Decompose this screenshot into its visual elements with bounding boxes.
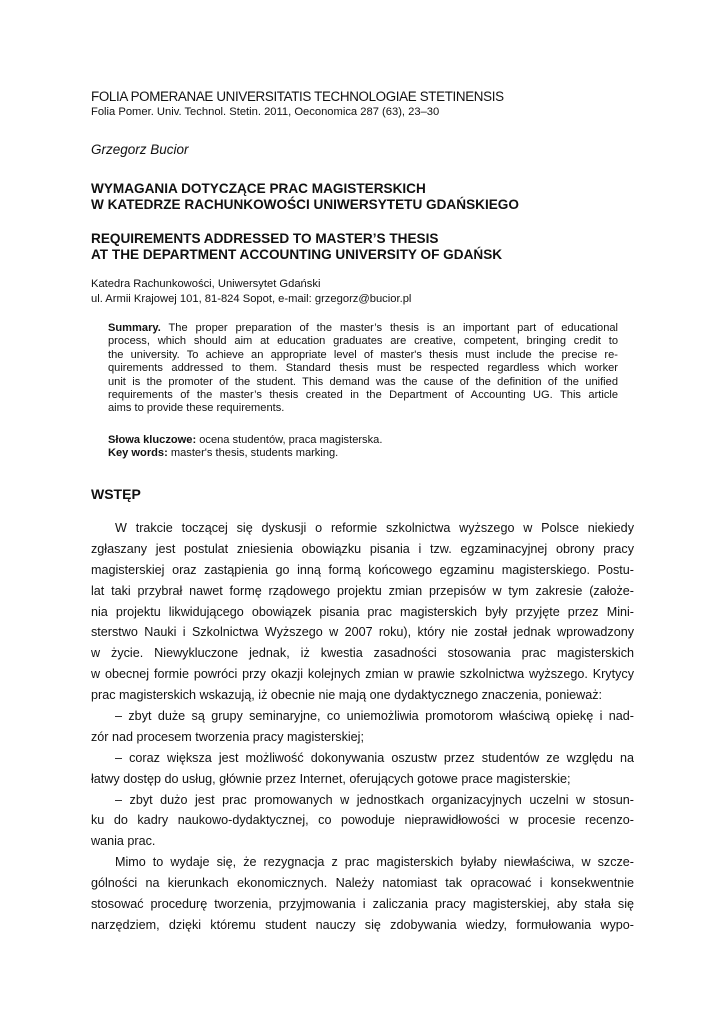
title-polish (91, 181, 519, 213)
summary-line: process, which should aim at education graduates are creative, competent, bringing credit to (108, 335, 618, 348)
title-english (91, 231, 502, 263)
body-text (91, 518, 634, 936)
keywords-polish (108, 434, 382, 447)
summary-line: aims to provide these requirements. (108, 402, 285, 415)
affiliation (91, 277, 411, 306)
keywords-polish-label: Słowa kluczowe: (108, 434, 197, 446)
body-line: zgłaszany jest postulat zniesienia obowiązku pisania i tzw. egzaminacyjnej obrony pracy (91, 541, 634, 556)
keywords-english-label: Key words: (108, 447, 168, 460)
keywords (108, 434, 382, 461)
keywords-polish-text: ocena studentów, praca magisterska. (199, 434, 383, 446)
summary-line (108, 322, 618, 335)
summary-line: the university. To achieve an appropriate level of master's thesis must include the precise re- (108, 348, 618, 361)
body-line: Mimo to wydaje się, że rezygnacja z prac magisterskich byłaby niewłaściwa, w szcze- (115, 855, 634, 870)
body-line: prac magisterskich wskazują, iż obecnie nie mają one dydaktycznego znaczenia, ponieważ: (91, 688, 603, 703)
body-line: ku do kadry naukowo-dydaktycznej, co powoduje nieprawidłowości w procesie recenzo- (91, 813, 634, 828)
body-line: w obecnej formie powróci przy okazji kolejnych zmian w prawie szkolnictwa wyższego. Krytycy (91, 667, 634, 682)
journal-title: FOLIA POMERANAE UNIVERSITATIS TECHNOLOGIAE STETINENSIS (91, 89, 504, 104)
body-line: zór nad procesem tworzenia pracy magisterskiej; (91, 729, 364, 744)
title-polish-line: WYMAGANIA DOTYCZĄCE PRAC MAGISTERSKICH (91, 181, 426, 196)
summary-line: quirements addressed to them. Standard thesis must be respected regardless which worker (108, 362, 618, 375)
body-line: gólności na kierunkach ekonomicznych. Należy natomiast tak opracować i konsekwentnie (91, 876, 634, 891)
affiliation-address: ul. Armii Krajowej 101, 81-824 Sopot, e-mail: grzegorz@bucior.pl (91, 292, 412, 305)
body-line: sterstwo Nauki i Szkolnictwa Wyższego w 2007 roku), który nie został jednak wprowadzony (91, 625, 634, 640)
journal-citation: Folia Pomer. Univ. Technol. Stetin. 2011, Oeconomica 287 (63), 23–30 (91, 106, 440, 118)
body-line: – coraz większa jest możliwość dokonywania oszustw przez studentów ze względu na (115, 750, 634, 765)
summary-label: Summary. (108, 322, 161, 334)
title-english-line: AT THE DEPARTMENT ACCOUNTING UNIVERSITY OF GDAŃSK (91, 247, 503, 262)
body-line: stosować procedurę tworzenia, przyjmowania i zaliczania pracy magisterskiej, aby stała się (91, 897, 634, 912)
keywords-english (108, 447, 382, 460)
body-line: wania prac. (91, 834, 156, 849)
title-english-line: REQUIREMENTS ADDRESSED TO MASTER’S THESIS (91, 231, 439, 246)
summary-line: unit is the promoter of the student. This demand was the cause of the definition of the unified (108, 375, 618, 388)
body-line: w życie. Niewykluczone jednak, iż kwestia zasadności stosowania prac magisterskich (91, 646, 634, 661)
body-line: W trakcie toczącej się dyskusji o reformie szkolnictwa wyższego w Polsce niekiedy (115, 521, 634, 535)
author-name: Grzegorz Bucior (91, 142, 189, 157)
keywords-english-text: master's thesis, students marking. (170, 447, 339, 460)
body-line: magisterskiej oraz zastąpienia go inną formą końcowego egzaminu magisterskiego. Postu- (91, 562, 634, 577)
body-line: łatwy dostęp do usług, głównie przez Internet, oferujących gotowe prace magisterskie; (91, 771, 571, 786)
summary-text: The proper preparation of the master’s thesis is an important part of educational (168, 322, 618, 334)
body-line: nia projektu likwidującego obowiązek pisania prac magisterskich były przyjęte przez Mini- (91, 604, 634, 619)
body-line: narzędziem, dzięki któremu student nauczy się zdobywania wiedzy, formułowania wypo- (91, 917, 634, 932)
body-line: – zbyt dużo jest prac promowanych w jednostkach organizacyjnych uczelni w stosun- (115, 792, 634, 807)
summary-line: requirements of the master’s thesis created in the Department of Accounting UG. This article (108, 389, 618, 402)
affiliation-department: Katedra Rachunkowości, Uniwersytet Gdański (91, 278, 321, 290)
body-line: – zbyt duże są grupy seminaryjne, co uniemożliwia promotorom właściwą opiekę i nad- (115, 709, 634, 724)
summary-abstract (108, 322, 618, 416)
title-polish-line: W KATEDRZE RACHUNKOWOŚCI UNIWERSYTETU GDAŃSKIEGO (91, 197, 519, 212)
section-heading: WSTĘP (91, 486, 141, 502)
body-line: lat taki przybrał nawet formę rządowego projektu zmian przepisów w tym zakresie (założe- (91, 583, 634, 598)
